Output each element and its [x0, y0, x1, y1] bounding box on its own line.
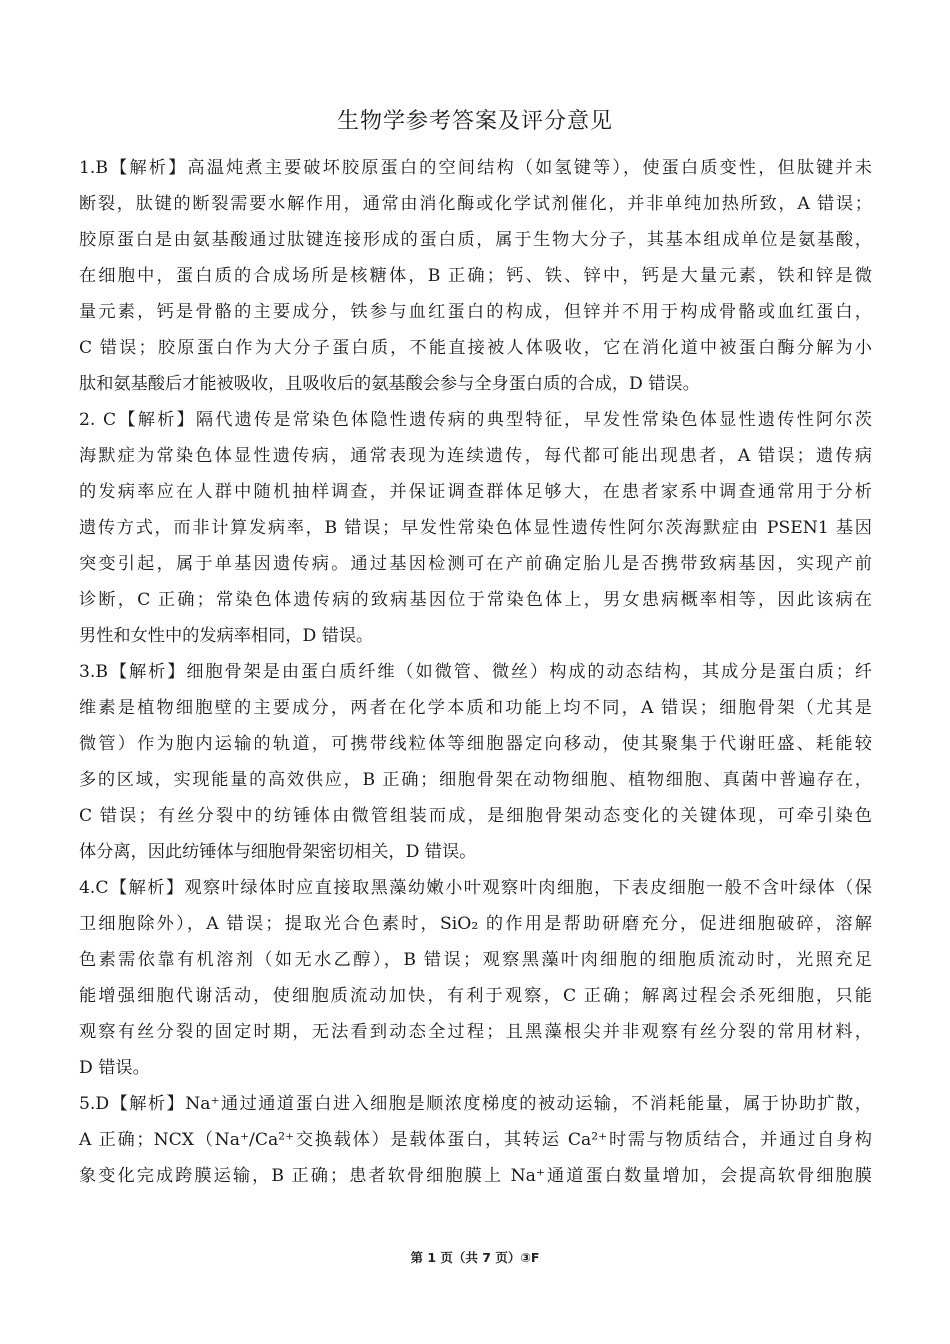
answer-line: 5.D【解析】Na⁺通过通道蛋白进入细胞是顺浓度梯度的被动运输，不消耗能量，属于协助扩散， — [79, 1094, 872, 1114]
answer-line: 1.B【解析】高温炖煮主要破坏胶原蛋白的空间结构（如氢键等），使蛋白质变性，但肽键并未 — [79, 158, 872, 178]
answer-line: 男性和女性中的发病率相同，D 错误。 — [79, 626, 374, 646]
answer-line: 多的区域，实现能量的高效供应，B 正确；细胞骨架在动物细胞、植物细胞、真菌中普遍存在， — [79, 770, 872, 790]
answer-line: 胶原蛋白是由氨基酸通过肽键连接形成的蛋白质，属于生物大分子，其基本组成单位是氨基酸， — [79, 230, 872, 250]
answer-line: 在细胞中，蛋白质的合成场所是核糖体，B 正确；钙、铁、锌中，钙是大量元素，铁和锌是微 — [79, 266, 872, 286]
answer-line: 体分离，因此纺锤体与细胞骨架密切相关，D 错误。 — [79, 842, 477, 862]
answer-line: 2. C【解析】隔代遗传是常染色体隐性遗传病的典型特征，早发性常染色体显性遗传性阿尔茨 — [79, 410, 872, 430]
answer-paragraph — [79, 870, 872, 1086]
answer-paragraph — [79, 654, 872, 870]
answer-line: 3.B【解析】细胞骨架是由蛋白质纤维（如微管、微丝）构成的动态结构，其成分是蛋白质；纤 — [79, 662, 872, 682]
page-footer: 第 1 页（共 7 页）③F — [410, 1250, 540, 1265]
answer-line: C 错误；有丝分裂中的纺锤体由微管组装而成，是细胞骨架动态变化的关键体现，可牵引染色 — [79, 806, 872, 826]
answer-line: 肽和氨基酸后才能被吸收，且吸收后的氨基酸会参与全身蛋白质的合成，D 错误。 — [79, 374, 700, 394]
answer-line: 能增强细胞代谢活动，使细胞质流动加快，有利于观察，C 正确；解离过程会杀死细胞，只能 — [79, 986, 872, 1006]
answer-line: 观察有丝分裂的固定时期，无法看到动态全过程；且黑藻根尖并非观察有丝分裂的常用材料， — [79, 1022, 872, 1042]
answer-paragraph — [79, 402, 872, 654]
answer-line: 维素是植物细胞壁的主要成分，两者在化学本质和功能上均不同，A 错误；细胞骨架（尤其是 — [79, 698, 872, 718]
answer-line: 微管）作为胞内运输的轨道，可携带线粒体等细胞器定向移动，使其聚集于代谢旺盛、耗能较 — [79, 734, 872, 754]
answer-line: 遗传方式，而非计算发病率，B 错误；早发性常染色体显性遗传性阿尔茨海默症由 PSEN1 基因 — [79, 518, 872, 538]
answer-line: 断裂，肽键的断裂需要水解作用，通常由消化酶或化学试剂催化，并非单纯加热所致，A 错误； — [79, 194, 872, 214]
answer-line: 量元素，钙是骨骼的主要成分，铁参与血红蛋白的构成，但锌并不用于构成骨骼或血红蛋白， — [79, 302, 872, 322]
answer-paragraph — [79, 150, 872, 402]
page-title: 生物学参考答案及评分意见 — [336, 109, 613, 134]
answer-line: 突变引起，属于单基因遗传病。通过基因检测可在产前确定胎儿是否携带致病基因，实现产前 — [79, 554, 872, 574]
answer-content — [79, 150, 872, 1194]
answer-line: 色素需依靠有机溶剂（如无水乙醇），B 错误；观察黑藻叶肉细胞的细胞质流动时，光照充足 — [79, 950, 872, 970]
answer-line: D 错误。 — [79, 1058, 150, 1078]
answer-line: 象变化完成跨膜运输，B 正确；患者软骨细胞膜上 Na⁺通道蛋白数量增加，会提高软骨细胞膜 — [79, 1166, 872, 1186]
answer-line: C 错误；胶原蛋白作为大分子蛋白质，不能直接被人体吸收，它在消化道中被蛋白酶分解为小 — [79, 338, 872, 358]
answer-line: 4.C【解析】观察叶绿体时应直接取黑藻幼嫩小叶观察叶肉细胞，下表皮细胞一般不含叶绿体（保 — [79, 878, 872, 898]
answer-line: 海默症为常染色体显性遗传病，通常表现为连续遗传，每代都可能出现患者，A 错误；遗传病 — [79, 446, 872, 466]
answer-line: 卫细胞除外），A 错误；提取光合色素时，SiO₂ 的作用是帮助研磨充分，促进细胞破碎，溶解 — [79, 914, 872, 934]
answer-line: 诊断，C 正确；常染色体遗传病的致病基因位于常染色体上，男女患病概率相等，因此该病在 — [79, 590, 872, 610]
answer-paragraph — [79, 1086, 872, 1194]
answer-line: A 正确；NCX（Na⁺/Ca²⁺交换载体）是载体蛋白，其转运 Ca²⁺时需与物质结合，并通过自身构 — [79, 1130, 872, 1150]
answer-line: 的发病率应在人群中随机抽样调查，并保证调查群体足够大，在患者家系中调查通常用于分析 — [79, 482, 872, 502]
